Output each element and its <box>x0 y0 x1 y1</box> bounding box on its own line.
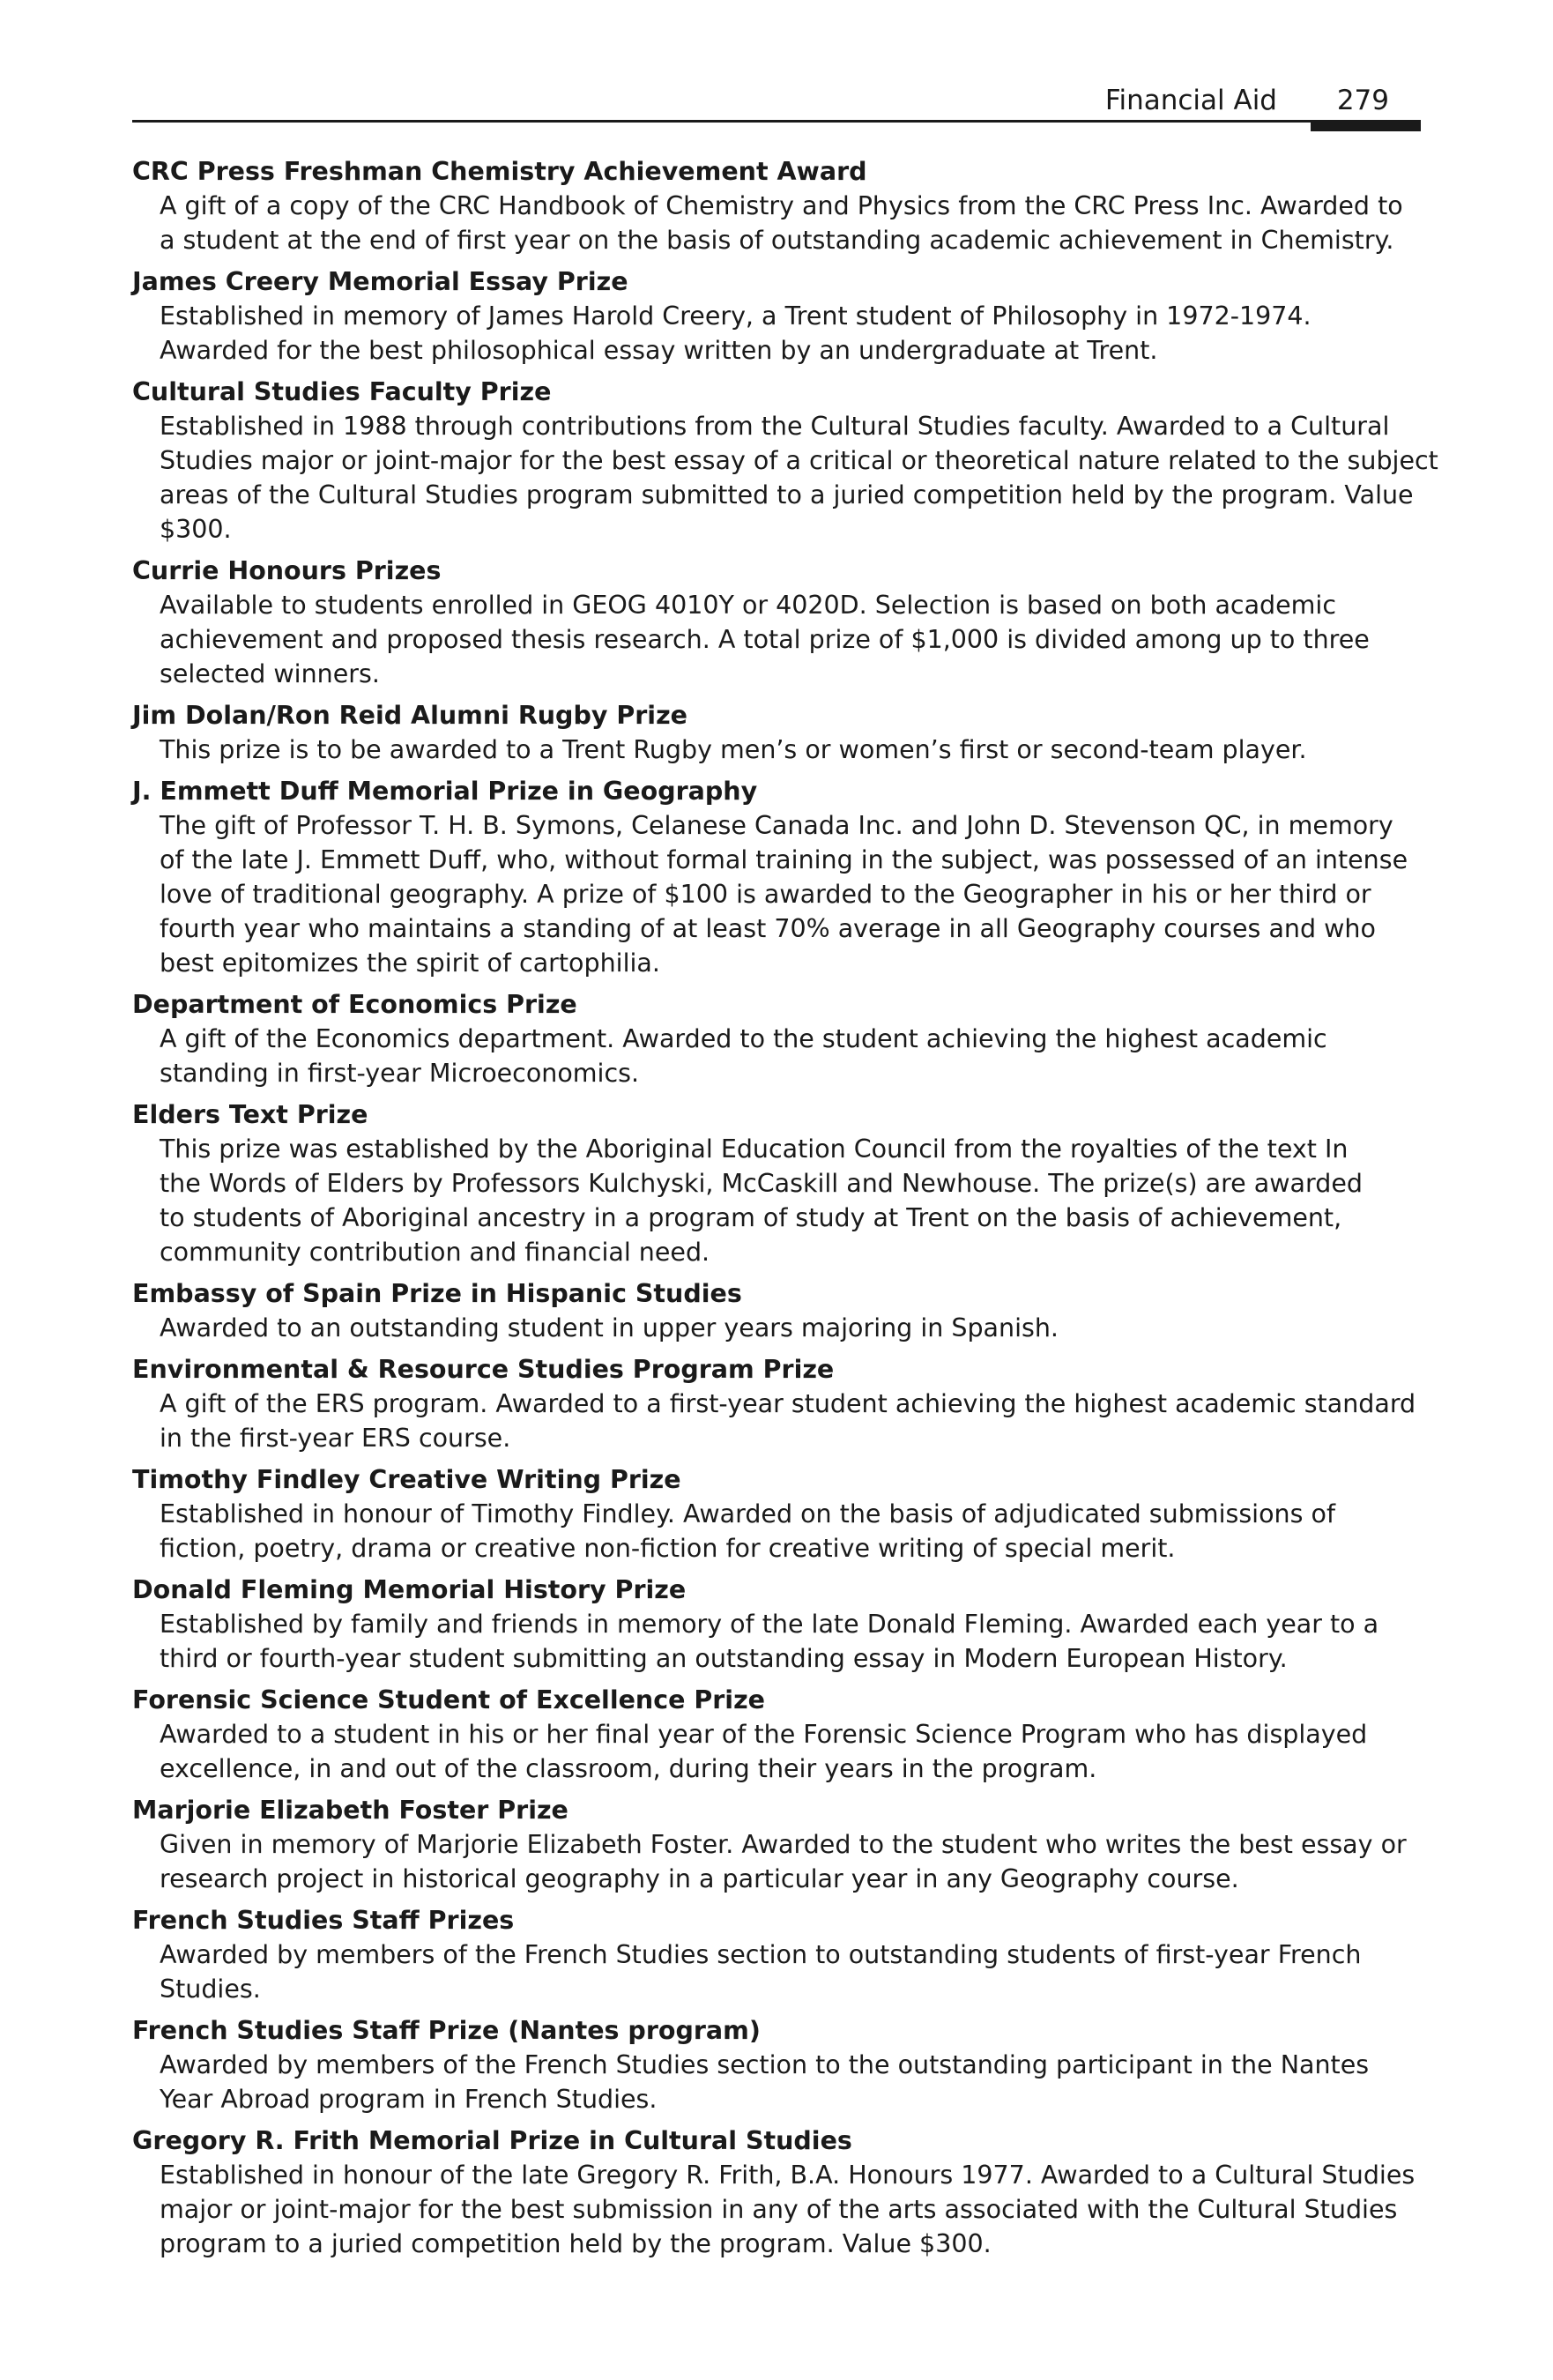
award-title: Embassy of Spain Prize in Hispanic Studies <box>132 1279 742 1308</box>
award-entry <box>132 1683 1421 1786</box>
award-description <box>132 1607 1421 1676</box>
description-line: This prize was established by the Aboriginal Education Council from the royalties of the text In <box>160 1134 1349 1164</box>
description-line: selected winners. <box>160 659 380 688</box>
description-line: areas of the Cultural Studies program submitted to a juried competition held by the program. Value <box>160 480 1414 509</box>
awards-list <box>132 154 1438 2268</box>
description-line: A gift of the ERS program. Awarded to a first-year student achieving the highest academic standard <box>160 1389 1416 1418</box>
description-line: standing in first-year Microeconomics. <box>160 1059 640 1088</box>
award-entry <box>132 375 1438 547</box>
award-title: Gregory R. Frith Memorial Prize in Cultural Studies <box>132 2126 852 2155</box>
description-line: the Words of Elders by Professors Kulchyski, McCaskill and Newhouse. The prize(s) are awarded <box>160 1169 1363 1198</box>
award-title: Timothy Findley Creative Writing Prize <box>132 1465 681 1494</box>
award-title: Marjorie Elizabeth Foster Prize <box>132 1796 568 1825</box>
description-line: Established in 1988 through contributions from the Cultural Studies faculty. Awarded to a Cultural <box>160 412 1390 441</box>
description-line: Established in honour of the late Gregory R. Frith, B.A. Honours 1977. Awarded to a Cultural Studies <box>160 2161 1416 2190</box>
description-line: of the late J. Emmett Duff, who, without formal training in the subject, was possessed of an intense <box>160 845 1408 874</box>
award-entry <box>132 1793 1421 1896</box>
description-line: Awarded by members of the French Studies section to the outstanding participant in the Nantes <box>160 2050 1370 2079</box>
award-description <box>132 189 1421 257</box>
award-title: Environmental & Resource Studies Program Prize <box>132 1355 835 1384</box>
award-title: Cultural Studies Faculty Prize <box>132 377 552 406</box>
award-entry <box>132 1097 1421 1269</box>
description-line: Given in memory of Marjorie Elizabeth Foster. Awarded to the student who writes the best essay or <box>160 1830 1407 1859</box>
description-line: excellence, in and out of the classroom, during their years in the program. <box>160 1754 1097 1783</box>
award-title: James Creery Memorial Essay Prize <box>132 267 628 296</box>
award-title: J. Emmett Duff Memorial Prize in Geography <box>132 777 758 806</box>
description-line: A gift of the Economics department. Awarded to the student achieving the highest academic <box>160 1024 1327 1053</box>
description-line: fourth year who maintains a standing of at least 70% average in all Geography courses and who <box>160 914 1376 943</box>
award-entry <box>132 2013 1421 2116</box>
description-line: Established in honour of Timothy Findley. Awarded on the basis of adjudicated submissions of <box>160 1499 1335 1528</box>
award-title: Donald Fleming Memorial History Prize <box>132 1575 687 1604</box>
description-line: Established by family and friends in memory of the late Donald Fleming. Awarded each year to a <box>160 1610 1379 1639</box>
award-description <box>132 588 1421 691</box>
description-line: Awarded to an outstanding student in upper years majoring in Spanish. <box>160 1313 1059 1342</box>
award-entry <box>132 554 1421 691</box>
award-title: Department of Economics Prize <box>132 990 577 1019</box>
award-description <box>132 1937 1421 2006</box>
award-description <box>132 1311 1421 1345</box>
description-line: in the first-year ERS course. <box>160 1424 511 1453</box>
award-entry <box>132 154 1421 257</box>
description-line: fiction, poetry, drama or creative non-fiction for creative writing of special merit. <box>160 1534 1176 1563</box>
description-line: community contribution and financial need. <box>160 1238 710 1267</box>
description-line: Available to students enrolled in GEOG 4010Y or 4020D. Selection is based on both academic <box>160 591 1337 620</box>
award-entry <box>132 1573 1421 1676</box>
description-line: Awarded by members of the French Studies section to outstanding students of first-year French <box>160 1940 1362 1969</box>
award-title: Elders Text Prize <box>132 1100 368 1129</box>
description-line: Awarded for the best philosophical essay written by an undergraduate at Trent. <box>160 336 1158 365</box>
description-line: research project in historical geography in a particular year in any Geography course. <box>160 1864 1239 1893</box>
description-line: This prize is to be awarded to a Trent Rugby men’s or women’s first or second-team player. <box>160 735 1307 764</box>
description-line: $300. <box>160 515 232 544</box>
running-header-section: Financial Aid <box>1104 85 1277 116</box>
award-entry <box>132 264 1421 368</box>
description-line: best epitomizes the spirit of cartophilia. <box>160 948 660 978</box>
award-description <box>132 808 1421 980</box>
award-entry <box>132 774 1421 980</box>
description-line: Studies. <box>160 1975 261 2004</box>
description-line: The gift of Professor T. H. B. Symons, Celanese Canada Inc. and John D. Stevenson QC, in memory <box>160 811 1393 840</box>
award-description <box>132 299 1421 368</box>
description-line: a student at the end of first year on the basis of outstanding academic achievement in Chemistry. <box>160 226 1394 255</box>
award-description <box>132 1717 1421 1786</box>
award-entry <box>132 2123 1421 2261</box>
description-line: Studies major or joint-major for the best essay of a critical or theoretical nature related to the subject <box>160 446 1438 475</box>
description-line: program to a juried competition held by the program. Value $300. <box>160 2229 992 2258</box>
page-number: 279 <box>1336 85 1389 116</box>
award-entry <box>132 987 1421 1090</box>
award-entry <box>132 1352 1421 1455</box>
description-line: Established in memory of James Harold Creery, a Trent student of Philosophy in 1972-1974. <box>160 301 1312 331</box>
award-title: CRC Press Freshman Chemistry Achievement Award <box>132 157 867 186</box>
award-description <box>132 2158 1421 2261</box>
award-description <box>132 409 1438 547</box>
description-line: Awarded to a student in his or her final year of the Forensic Science Program who has displayed <box>160 1720 1368 1749</box>
award-description <box>132 1387 1421 1455</box>
description-line: major or joint-major for the best submission in any of the arts associated with the Cultural Studies <box>160 2195 1398 2224</box>
award-description <box>132 1827 1421 1896</box>
description-line: love of traditional geography. A prize of $100 is awarded to the Geographer in his or her third or <box>160 880 1371 909</box>
award-entry <box>132 1462 1421 1566</box>
award-title: French Studies Staff Prize (Nantes program) <box>132 2016 761 2045</box>
award-title: Jim Dolan/Ron Reid Alumni Rugby Prize <box>132 701 687 730</box>
description-line: to students of Aboriginal ancestry in a program of study at Trent on the basis of achievement, <box>160 1203 1342 1232</box>
description-line: A gift of a copy of the CRC Handbook of Chemistry and Physics from the CRC Press Inc. Awarded to <box>160 191 1403 220</box>
header-rule <box>132 120 1421 123</box>
award-title: Forensic Science Student of Excellence Prize <box>132 1685 765 1714</box>
award-entry <box>132 1903 1421 2006</box>
award-description <box>132 733 1421 767</box>
award-description <box>132 1497 1421 1566</box>
page-header <box>132 79 1421 130</box>
award-title: Currie Honours Prizes <box>132 556 442 585</box>
description-line: achievement and proposed thesis research. A total prize of $1,000 is divided among up to three <box>160 625 1370 654</box>
award-description <box>132 1022 1421 1090</box>
award-entry <box>132 1276 1421 1345</box>
award-entry <box>132 698 1421 767</box>
award-title: French Studies Staff Prizes <box>132 1906 515 1935</box>
header-tab-bar <box>1311 120 1421 131</box>
description-line: Year Abroad program in French Studies. <box>160 2085 658 2114</box>
award-description <box>132 2048 1421 2116</box>
description-line: third or fourth-year student submitting an outstanding essay in Modern European History. <box>160 1644 1288 1673</box>
award-description <box>132 1132 1421 1269</box>
